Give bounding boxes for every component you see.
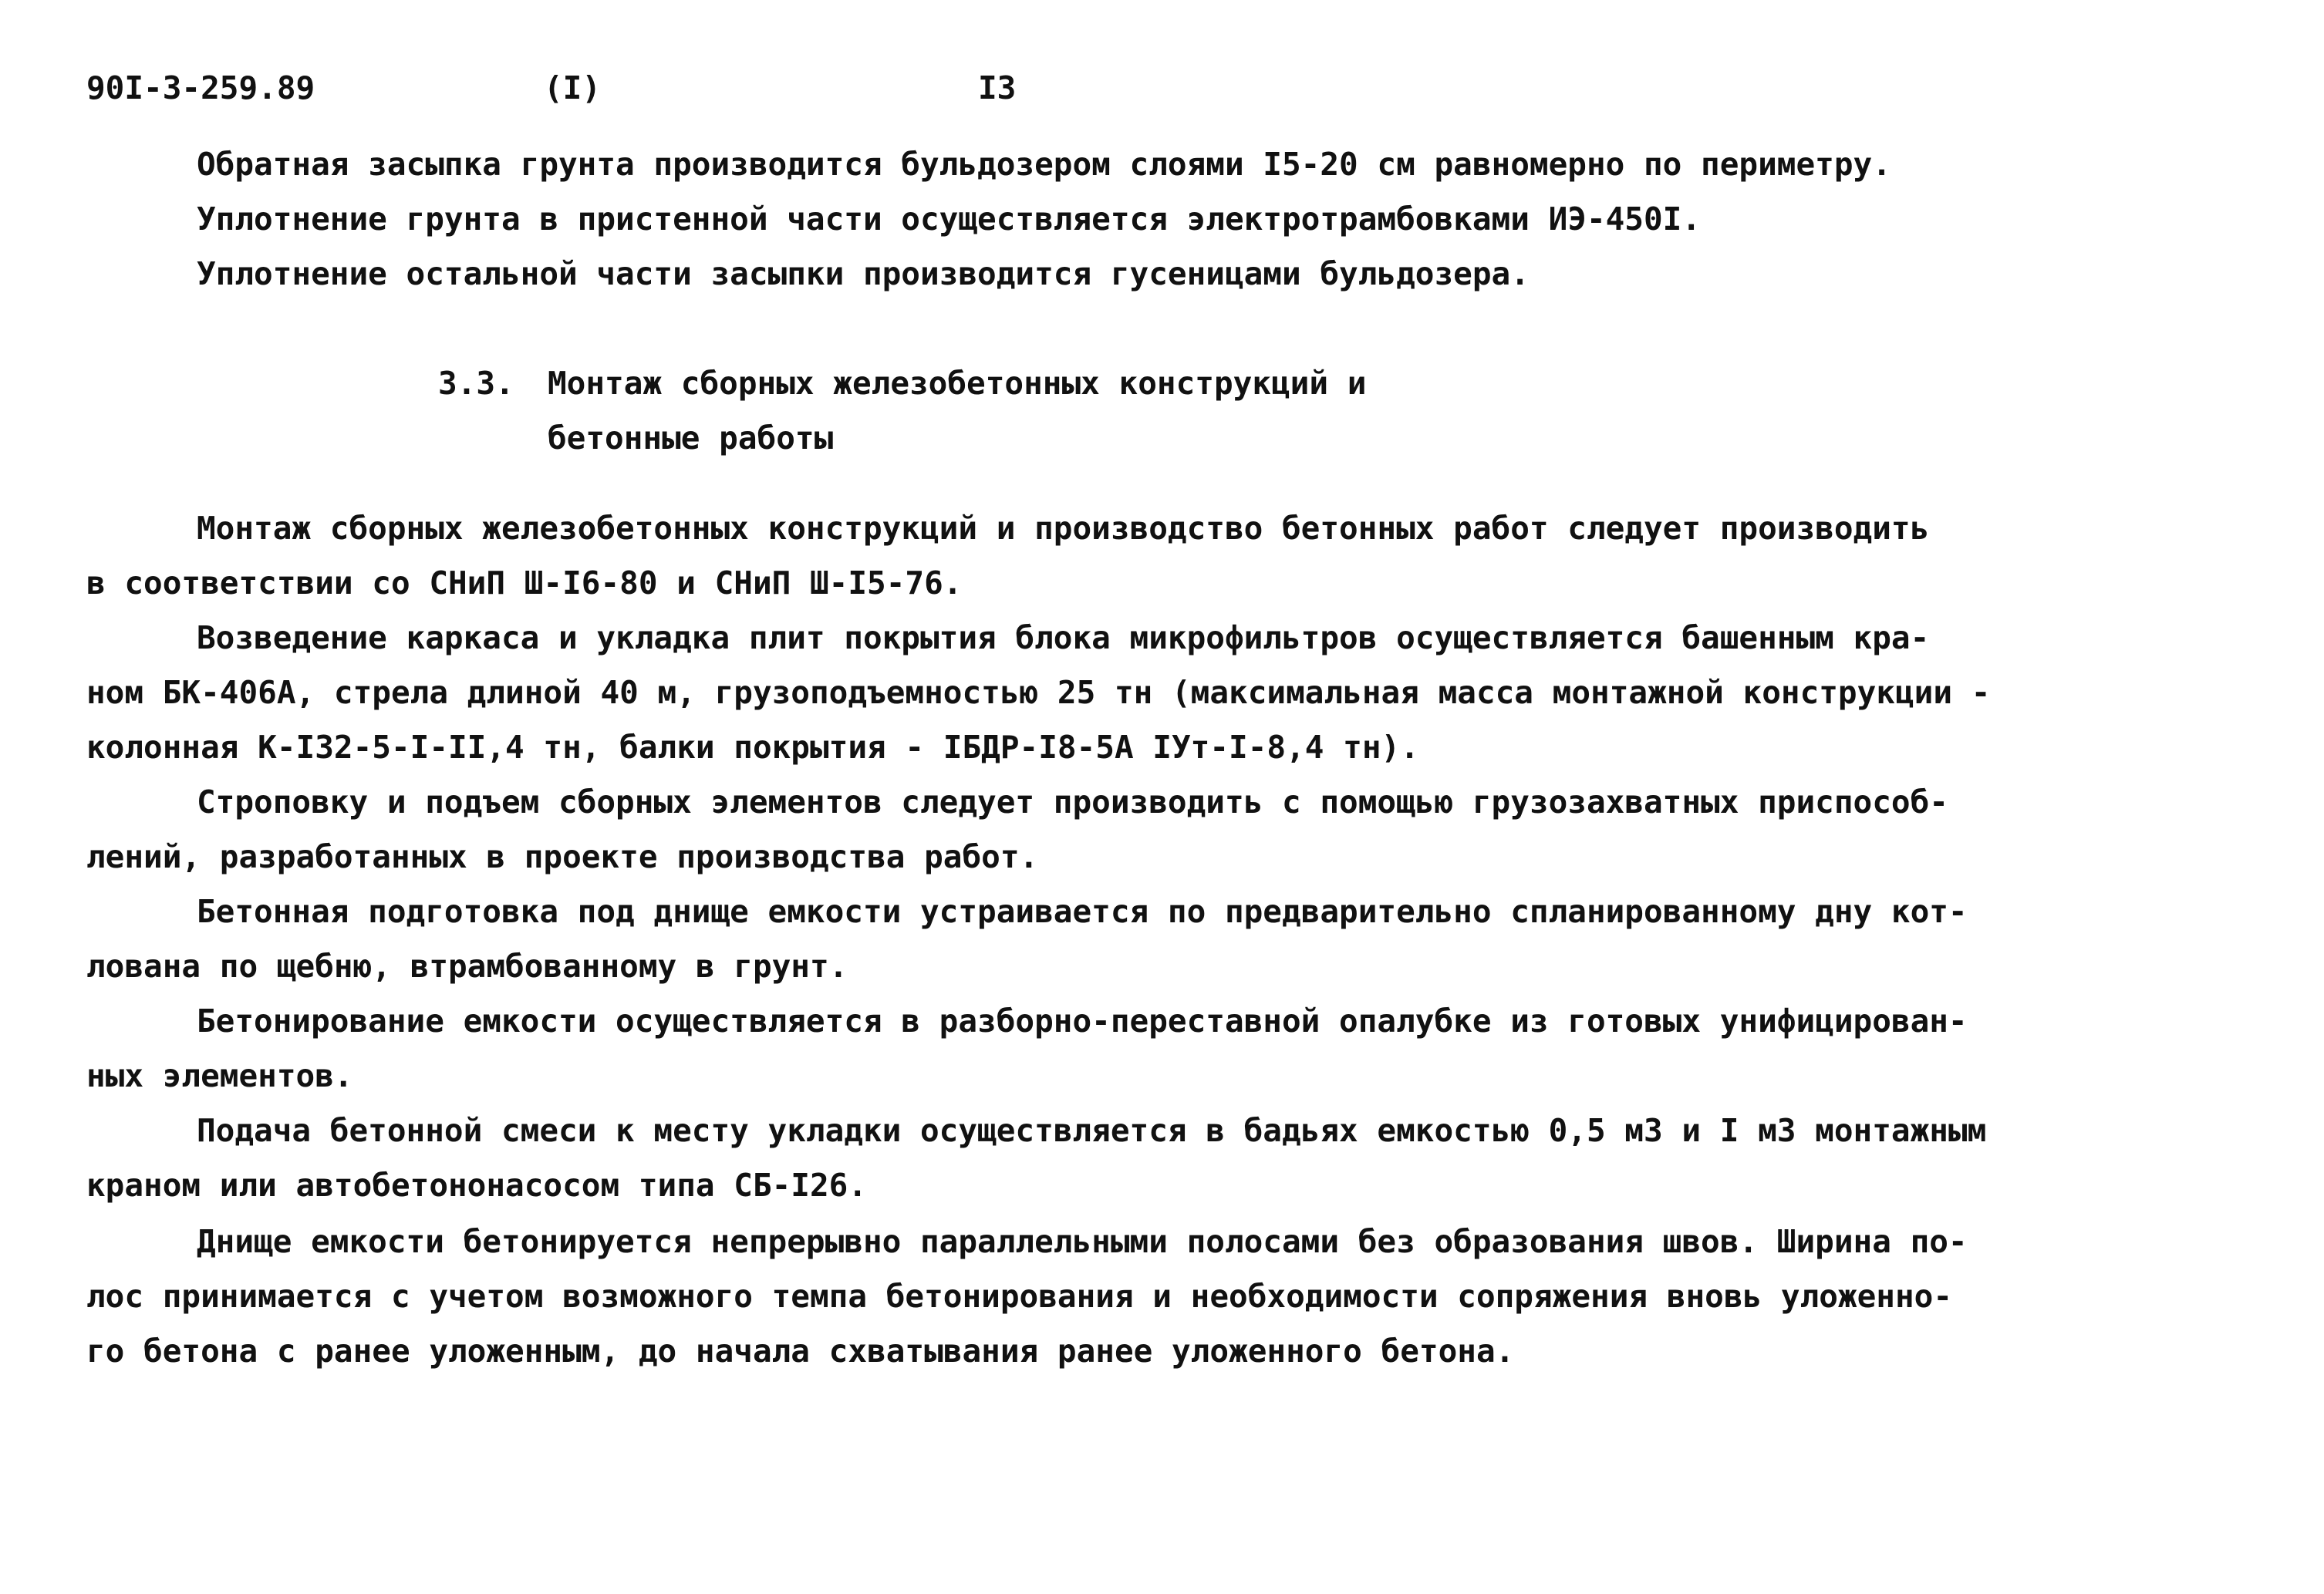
sheet-marker: (I) bbox=[544, 69, 602, 106]
paragraph-line: ном БК-406А, стрела длиной 40 м, грузоподъемностью 25 тн (максимальная масса монтажной конструкции - bbox=[86, 674, 1991, 711]
paragraph-line: лос принимается с учетом возможного темпа бетонирования и необходимости сопряжения вновь уложенно- bbox=[86, 1278, 1953, 1315]
paragraph-line: в соответствии со СНиП Ш-I6-80 и СНиП Ш-I5-76. bbox=[86, 564, 963, 602]
paragraph-line: Бетонная подготовка под днище емкости устраивается по предварительно спланированному дну кот- bbox=[197, 893, 1968, 930]
paragraph-line: го бетона с ранее уложенным, до начала схватывания ранее уложенного бетона. bbox=[86, 1333, 1515, 1370]
section-title-line: бетонные работы bbox=[548, 420, 834, 457]
paragraph-line: Монтаж сборных железобетонных конструкций и производство бетонных работ следует производить bbox=[197, 510, 1930, 547]
intro-line: Уплотнение остальной части засыпки производится гусеницами бульдозера. bbox=[197, 255, 1530, 292]
paragraph-line: Бетонирование емкости осуществляется в разборно-переставной опалубке из готовых унифицирован- bbox=[197, 1003, 1968, 1040]
paragraph-line: краном или автобетононасосом типа СБ-I26. bbox=[86, 1167, 868, 1204]
section-title-line: Монтаж сборных железобетонных конструкций и bbox=[548, 365, 1367, 402]
paragraph-line: лений, разработанных в проекте производства работ. bbox=[86, 838, 1039, 875]
paragraph-line: ных элементов. bbox=[86, 1057, 353, 1094]
intro-line: Обратная засыпка грунта производится бульдозером слоями I5-20 см равномерно по периметру. bbox=[197, 146, 1891, 183]
paragraph-line: Возведение каркаса и укладка плит покрытия блока микрофильтров осуществляется башенным кра- bbox=[197, 619, 1930, 656]
paragraph-line: колонная К-I32-5-I-II,4 тн, балки покрытия - IБДР-I8-5А IУт-I-8,4 тн). bbox=[86, 729, 1419, 766]
section-number: 3.3. bbox=[438, 365, 514, 402]
paragraph-line: Подача бетонной смеси к месту укладки осуществляется в бадьях емкостью 0,5 м3 и I м3 монтажным bbox=[197, 1112, 1987, 1149]
document-code: 90I-3-259.89 bbox=[86, 69, 315, 106]
paragraph-line: Строповку и подъем сборных элементов следует производить с помощью грузозахватных приспособ- bbox=[197, 784, 1948, 821]
paragraph-line: Днище емкости бетонируется непрерывно параллельными полосами без образования швов. Ширина по- bbox=[197, 1223, 1968, 1260]
page-number: I3 bbox=[978, 69, 1017, 106]
intro-line: Уплотнение грунта в пристенной части осуществляется электротрамбовками ИЭ-450I. bbox=[197, 201, 1702, 238]
paragraph-line: лована по щебню, втрамбованному в грунт. bbox=[86, 948, 848, 985]
